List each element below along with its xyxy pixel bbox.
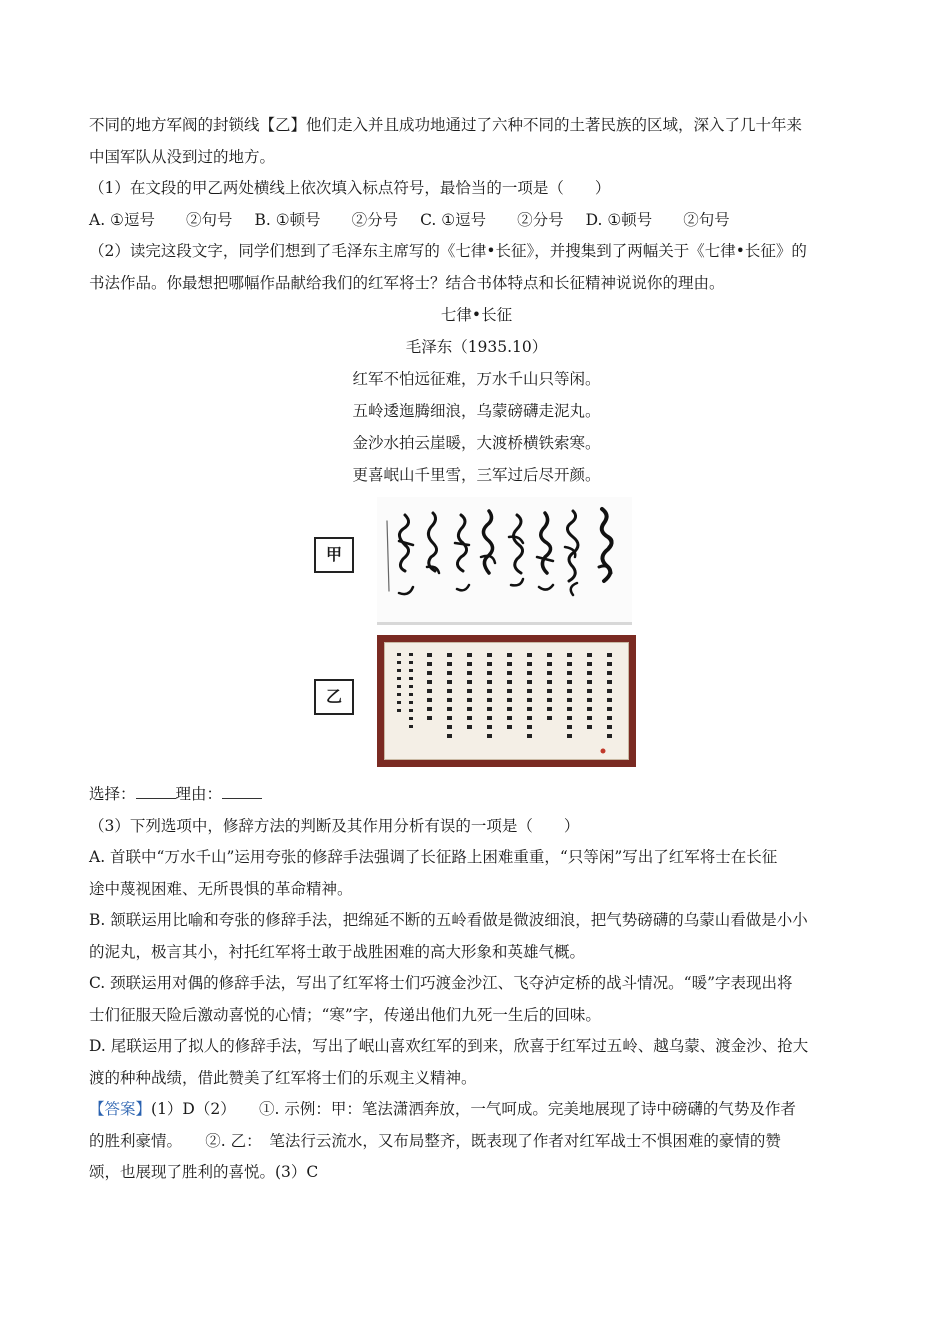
q1-option-b: B. ①顿号 ②分号 xyxy=(254,210,399,229)
answer-line-2: 的胜利豪情。 ②. 乙： 笔法行云流水，又布局整齐，既表现了作者对红军战士不惧困难的豪情的赞 xyxy=(89,1131,781,1150)
label-jia: 甲 xyxy=(314,537,354,573)
question-1: （1）在文段的甲乙两处横线上依次填入标点符号，最恰当的一项是（ ） xyxy=(89,179,611,197)
q3-option-d-line-2: 渡的种种战绩，借此赞美了红军将士们的乐观主义精神。 xyxy=(89,1068,477,1087)
q3-option-b-line-2: 的泥丸，极言其小，衬托红军将士敢于战胜困难的高大形象和英雄气概。 xyxy=(89,942,586,961)
calligraphy-image-jia xyxy=(377,497,632,625)
q3-option-a-line-2: 途中蔑视困难、无所畏惧的革命精神。 xyxy=(89,879,353,898)
answer-tag: 【答案】 xyxy=(89,1100,152,1118)
reason-blank[interactable] xyxy=(222,780,262,799)
regular-script-image xyxy=(385,643,628,759)
q3-option-d-line-1: D. 尾联运用了拟人的修辞手法，写出了岷山喜欢红军的到来，欣喜于红军过五岭、越乌蒙、渡金沙、抢大 xyxy=(89,1037,809,1055)
poem-author: 毛泽东（1935.10） xyxy=(405,338,548,356)
poem-line: 五岭逶迤腾细浪，乌蒙磅礴走泥丸。 xyxy=(352,402,601,420)
poem-line: 更喜岷山千里雪，三军过后尽开颜。 xyxy=(352,466,601,484)
calligraphy-figure xyxy=(89,497,864,775)
passage-line-1: 不同的地方军阀的封锁线【乙】他们走入并且成功地通过了六种不同的土著民族的区域，深入了几十年来 xyxy=(89,116,803,134)
cursive-script-image xyxy=(377,497,632,619)
answer-line-1 xyxy=(89,1094,864,1126)
q1-option-d: D. ①顿号 ②句号 xyxy=(585,210,730,229)
label-yi: 乙 xyxy=(314,679,354,715)
calligraphy-image-yi xyxy=(377,635,636,767)
poem-line: 金沙水拍云崖暖，大渡桥横铁索寒。 xyxy=(352,434,601,452)
framed-script-image xyxy=(384,642,629,760)
question-2-line-1: （2）读完这段文字，同学们想到了毛泽东主席写的《七律•长征》，并搜集到了两幅关于《七律•长征》的 xyxy=(89,242,807,260)
poem-title: 七律•长征 xyxy=(440,306,513,324)
q3-option-c-line-1: C. 颈联运用对偶的修辞手法，写出了红军将士们巧渡金沙江、飞夺泸定桥的战斗情况。“暖”字表现出将 xyxy=(89,974,793,992)
answer-line xyxy=(89,779,864,811)
question-1-options xyxy=(89,205,864,237)
choose-blank[interactable] xyxy=(136,780,176,799)
q3-option-a-line-1: A. 首联中“万水千山”运用夸张的修辞手法强调了长征路上困难重重，“只等闲”写出了红军将士在长征 xyxy=(89,848,778,866)
question-3-stem: （3）下列选项中，修辞方法的判断及其作用分析有误的一项是（ ） xyxy=(89,816,580,835)
document-page xyxy=(89,110,864,1189)
poem-line: 红军不怕远征难，万水千山只等闲。 xyxy=(352,370,601,388)
passage-line-2: 中国军队从没到过的地方。 xyxy=(89,147,276,166)
reason-label: 理由： xyxy=(175,785,223,803)
q1-option-c: C. ①逗号 ②分号 xyxy=(420,210,564,229)
q1-option-a: A. ①逗号 ②句号 xyxy=(89,210,233,229)
answer-text-1: (1）D（2） ①. 示例：甲：笔法潇洒奔放，一气呵成。完美地展现了诗中磅礴的气势及作者 xyxy=(151,1100,796,1118)
choose-label: 选择： xyxy=(89,785,136,803)
q3-option-c-line-2: 士们征服天险后激动喜悦的心情；“寒”字，传递出他们九死一生后的回味。 xyxy=(89,1005,601,1024)
answer-line-3: 颂，也展现了胜利的喜悦。(3）C xyxy=(89,1163,319,1181)
question-2-line-2: 书法作品。你最想把哪幅作品献给我们的红军将士？结合书体特点和长征精神说说你的理由。 xyxy=(89,273,725,292)
poem xyxy=(89,299,864,491)
q3-option-b-line-1: B. 颔联运用比喻和夸张的修辞手法，把绵延不断的五岭看做是微波细浪，把气势磅礴的乌蒙山看做是小小 xyxy=(89,911,808,929)
